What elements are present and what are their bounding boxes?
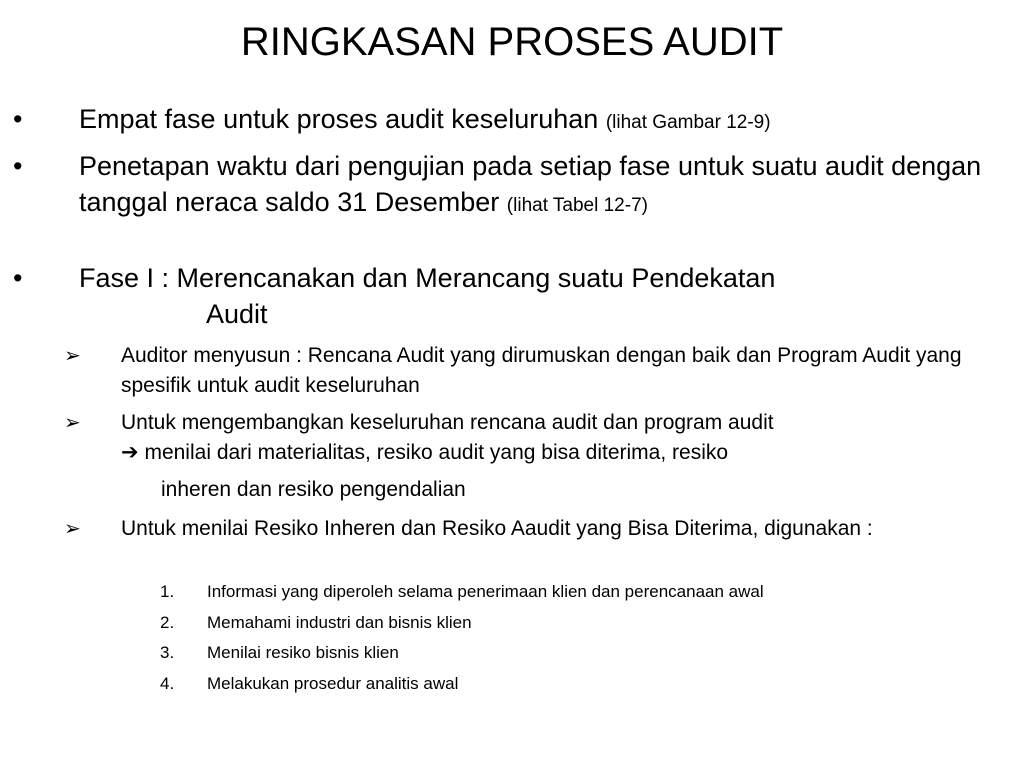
slide-title: RINGKASAN PROSES AUDIT — [240, 20, 784, 64]
sub-bullet-text: Untuk mengembangkan keseluruhan rencana audit dan program audit — [121, 411, 774, 434]
item-number: 2. — [160, 613, 175, 632]
sub-bullet-item-3 — [64, 514, 1019, 544]
numbered-item-2 — [160, 611, 1020, 635]
item-text: Informasi yang diperoleh selama penerimaan klien dan perencanaan awal — [207, 582, 764, 601]
bullet-note: (lihat Tabel 12-7) — [506, 195, 648, 216]
arrowhead-bullet-icon: ➢ — [64, 345, 81, 367]
sub-bullet-item-1 — [64, 341, 1019, 401]
bullet-icon: • — [13, 104, 23, 134]
bullet-item-3 — [13, 260, 1018, 332]
item-number: 1. — [160, 582, 175, 601]
numbered-item-4 — [160, 672, 1020, 696]
sub-bullet-item-2 — [64, 408, 1019, 505]
item-text: Melakukan prosedur analitis awal — [207, 674, 459, 693]
bullet-text: Penetapan waktu dari pengujian pada setiap fase untuk suatu audit dengan tanggal neraca saldo 31 Desember — [79, 151, 982, 217]
sub-bullet-text: menilai dari materialitas, resiko audit yang bisa diterima, resiko — [144, 441, 729, 464]
item-text: Menilai resiko bisnis klien — [207, 643, 399, 662]
bullet-text: Fase I : Merencanakan dan Merancang suatu Pendekatan — [79, 263, 776, 293]
sub-bullet-text: Untuk menilai Resiko Inheren dan Resiko Aaudit yang Bisa Diterima, digunakan : — [121, 517, 873, 540]
bullet-item-1 — [13, 101, 1018, 141]
bullet-icon: • — [13, 263, 23, 293]
arrowhead-bullet-icon: ➢ — [64, 412, 81, 434]
right-arrow-icon: ➔ — [121, 441, 139, 464]
item-number: 4. — [160, 674, 175, 693]
bullet-text: Empat fase untuk proses audit keseluruhan — [79, 104, 599, 134]
item-text: Memahami industri dan bisnis klien — [207, 613, 472, 632]
numbered-item-1 — [160, 580, 1020, 604]
sub-bullet-text: inheren dan resiko pengendalian — [161, 478, 466, 501]
sub-bullet-text: Auditor menyusun : Rencana Audit yang dirumuskan dengan baik dan Program Audit yang spesifik untuk audit keseluruhan — [121, 344, 962, 397]
arrowhead-bullet-icon: ➢ — [64, 518, 81, 540]
bullet-text-continuation: Audit — [206, 299, 268, 329]
bullet-icon: • — [13, 151, 23, 181]
bullet-note: (lihat Gambar 12-9) — [605, 112, 771, 133]
item-number: 3. — [160, 643, 175, 662]
numbered-item-3 — [160, 641, 1020, 665]
bullet-item-2 — [13, 148, 1018, 224]
